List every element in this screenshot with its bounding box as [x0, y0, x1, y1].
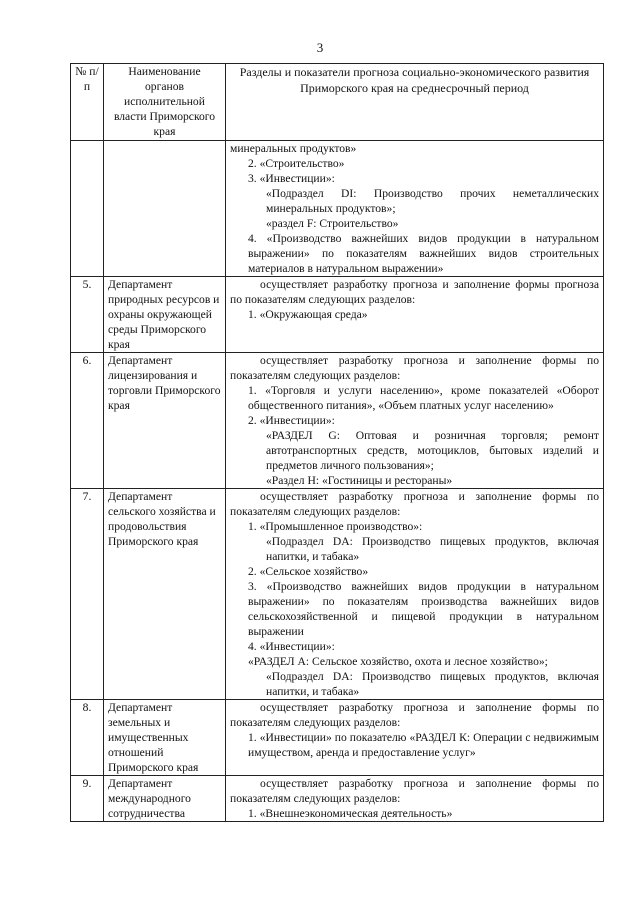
header-organ: Наименование органов исполнительной власти Приморского края [104, 64, 226, 141]
header-sections: Разделы и показатели прогноза социально-экономического развития Приморского края на среднесрочный период [226, 64, 604, 141]
organ-name: Департамент земельных и имущественных отношений Приморского края [104, 700, 226, 776]
section-line: 1. «Окружающая среда» [248, 308, 368, 321]
table-body [71, 141, 604, 822]
row-number: 6. [71, 353, 104, 489]
row-number [71, 141, 104, 277]
section-line: 1. «Инвестиции» по показателю «РАЗДЕЛ К: Операции с недвижимым имуществом, аренда и предоставление услуг» [248, 731, 599, 759]
section-line: 1. «Внешнеэкономическая деятельность» [248, 807, 453, 820]
table-header-row [71, 64, 604, 141]
sections-cell [226, 277, 604, 353]
section-line: 2. «Строительство» [248, 157, 345, 170]
table-row [71, 489, 604, 700]
organ-name: Департамент сельского хозяйства и продовольствия Приморского края [104, 489, 226, 700]
section-line: 2. «Инвестиции»: [248, 414, 335, 427]
row-number: 9. [71, 776, 104, 822]
section-line: 2. «Сельское хозяйство» [248, 565, 369, 578]
section-line: «РАЗДЕЛ G: Оптовая и розничная торговля; ремонт автотранспортных средств, мотоциклов, бытовых изделий и предметов личного пользования»; [266, 429, 599, 472]
section-line: 4. «Производство важнейших видов продукции в натуральном выражении» по показателям важнейших видов строительных материалов в натуральном выражении» [248, 232, 599, 275]
sections-cell [226, 489, 604, 700]
section-line: осуществляет разработку прогноза и заполнение формы по показателям следующих разделов: [230, 777, 599, 805]
section-line: «Подраздел DA: Производство пищевых продуктов, включая напитки, и табака» [266, 670, 599, 698]
page-number: 3 [316, 40, 324, 55]
sections-cell [226, 141, 604, 277]
row-number: 7. [71, 489, 104, 700]
section-line: «Подраздел DI: Производство прочих неметаллических минеральных продуктов»; [266, 187, 599, 215]
table-row [71, 776, 604, 822]
section-line: «раздел F: Строительство» [266, 217, 399, 230]
sections-cell [226, 353, 604, 489]
header-number: № п/п [71, 64, 104, 141]
organ-name: Департамент лицензирования и торговли Приморского края [104, 353, 226, 489]
section-line: осуществляет разработку прогноза и заполнение формы по показателям следующих разделов: [230, 490, 599, 518]
section-line: 3. «Инвестиции»: [248, 172, 335, 185]
section-line: 1. «Промышленное производство»: [248, 520, 423, 533]
section-line: «Раздел Н: «Гостиницы и рестораны» [266, 474, 453, 487]
section-line: «РАЗДЕЛ А: Сельское хозяйство, охота и лесное хозяйство»; [248, 655, 548, 668]
row-number: 5. [71, 277, 104, 353]
section-line: 1. «Торговля и услуги населению», кроме показателей «Оборот общественного питания», «Объем платных услуг населению» [248, 384, 599, 412]
table-row [71, 277, 604, 353]
section-line: «Подраздел DA: Производство пищевых продуктов, включая напитки, и табака» [266, 535, 599, 563]
section-line: 3. «Производство важнейших видов продукции в натуральном выражении» по показателям производства важнейших видов сельскохозяйственной и пищевой продукции в натуральном выражении [248, 580, 599, 638]
section-line: минеральных продуктов» [230, 142, 357, 155]
responsibility-table [70, 63, 604, 822]
sections-cell [226, 700, 604, 776]
table-row [71, 353, 604, 489]
organ-name: Департамент международного сотрудничества [104, 776, 226, 822]
row-number: 8. [71, 700, 104, 776]
table-row [71, 700, 604, 776]
section-line: 4. «Инвестиции»: [248, 640, 335, 653]
table-row [71, 141, 604, 277]
organ-name [104, 141, 226, 277]
organ-name: Департамент природных ресурсов и охраны окружающей среды Приморского края [104, 277, 226, 353]
section-line: осуществляет разработку прогноза и заполнение формы прогноза по показателям следующих разделов: [230, 278, 599, 306]
sections-cell [226, 776, 604, 822]
section-line: осуществляет разработку прогноза и заполнение формы по показателям следующих разделов: [230, 701, 599, 729]
section-line: осуществляет разработку прогноза и заполнение формы по показателям следующих разделов: [230, 354, 599, 382]
